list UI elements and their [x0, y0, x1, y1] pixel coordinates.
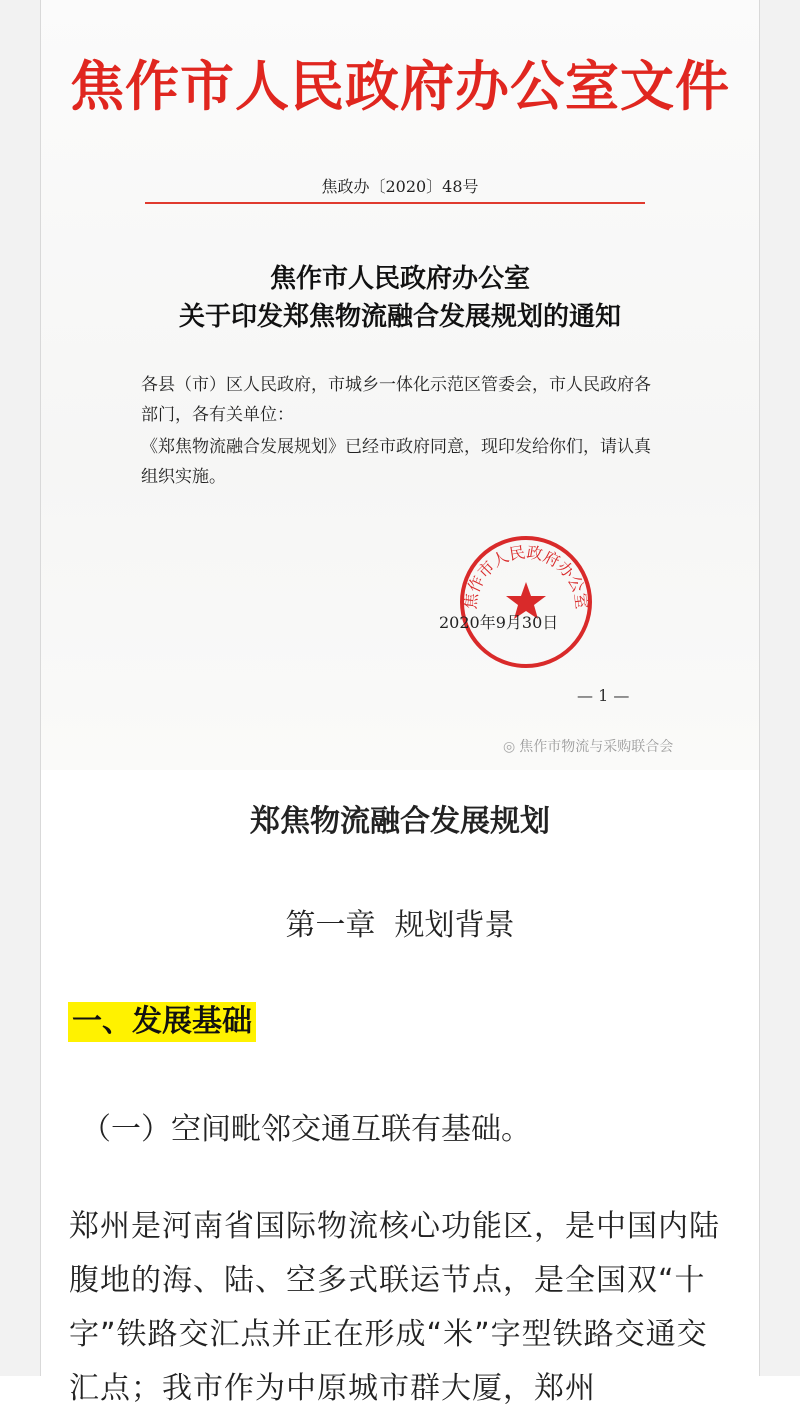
notice-paragraph-2: 《郑焦物流融合发展规划》已经市政府同意，现印发给你们，请认真组织实施。: [141, 437, 651, 487]
seal-text: 焦作市人民政府办公室: [460, 542, 592, 611]
page-number: — 1 —: [577, 686, 630, 705]
wechat-icon: ◎: [503, 739, 516, 755]
header-title: 焦作市人民政府办公室文件: [70, 54, 730, 118]
left-frame: [0, 0, 41, 1376]
section-heading: 一、发展基础: [68, 1002, 256, 1042]
issue-date: 2020年9月30日: [439, 613, 559, 632]
doc-number: 焦政办〔2020〕48号: [321, 177, 479, 196]
watermark-text: 焦作市物流与采购联合会: [519, 739, 674, 755]
plan-title: 郑焦物流融合发展规划: [250, 804, 550, 839]
red-divider: [145, 202, 645, 204]
document-page: [41, 0, 759, 1406]
sub-heading: （一）空间毗邻交通互联有基础。: [81, 1112, 531, 1147]
official-seal: [458, 534, 594, 670]
notice-paragraph-1: 各县（市）区人民政府，市城乡一体化示范区管委会，市人民政府各部门，各有关单位：: [141, 375, 651, 425]
body-paragraph: 郑州是河南省国际物流核心功能区，是中国内陆腹地的海、陆、空多式联运节点，是全国双“十字”铁路交汇点并正在形成“米”字型铁路交通交汇点；我市作为中原城市群大厦，郑州: [69, 1209, 720, 1406]
chapter-title: 第一章 规划背景: [285, 908, 515, 943]
notice-org: 焦作市人民政府办公室: [269, 264, 530, 294]
notice-title: 关于印发郑焦物流融合发展规划的通知: [178, 302, 621, 332]
watermark: [503, 736, 673, 756]
right-frame: [759, 0, 800, 1376]
